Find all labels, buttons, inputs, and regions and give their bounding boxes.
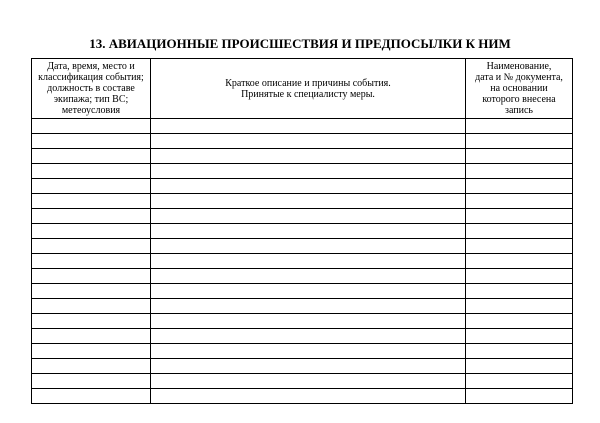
table-cell[interactable] — [32, 179, 151, 194]
table-cell[interactable] — [466, 329, 573, 344]
table-cell[interactable] — [32, 299, 151, 314]
table-cell[interactable] — [32, 149, 151, 164]
table-cell[interactable] — [466, 314, 573, 329]
table-cell[interactable] — [151, 224, 466, 239]
table-cell[interactable] — [32, 134, 151, 149]
table-cell[interactable] — [32, 239, 151, 254]
column-header-date-place: Дата, время, место и классификация события; должность в составе экипажа; тип ВС; метеоусловия — [32, 59, 151, 119]
table-cell[interactable] — [466, 149, 573, 164]
table-row — [32, 164, 573, 179]
table-cell[interactable] — [151, 314, 466, 329]
table-cell[interactable] — [466, 389, 573, 404]
table-row — [32, 179, 573, 194]
table-cell[interactable] — [466, 239, 573, 254]
table-cell[interactable] — [151, 119, 466, 134]
table-cell[interactable] — [466, 209, 573, 224]
table-cell[interactable] — [32, 344, 151, 359]
table-cell[interactable] — [151, 149, 466, 164]
table-cell[interactable] — [32, 359, 151, 374]
table-cell[interactable] — [151, 329, 466, 344]
events-log-table — [31, 58, 573, 404]
table-row — [32, 224, 573, 239]
table-cell[interactable] — [32, 284, 151, 299]
table-cell[interactable] — [151, 269, 466, 284]
table-cell[interactable] — [466, 194, 573, 209]
table-row — [32, 119, 573, 134]
table-cell[interactable] — [32, 269, 151, 284]
table-cell[interactable] — [466, 179, 573, 194]
table-cell[interactable] — [32, 119, 151, 134]
table-cell[interactable] — [32, 329, 151, 344]
table-header-row — [32, 59, 573, 119]
table-row — [32, 314, 573, 329]
table-cell[interactable] — [32, 194, 151, 209]
table-cell[interactable] — [32, 209, 151, 224]
table-row — [32, 194, 573, 209]
table-row — [32, 209, 573, 224]
table-row — [32, 149, 573, 164]
table-row — [32, 344, 573, 359]
table-row — [32, 359, 573, 374]
table-cell[interactable] — [151, 359, 466, 374]
page-title: 13. АВИАЦИОННЫЕ ПРОИСШЕСТВИЯ И ПРЕДПОСЫЛКИ К НИМ — [89, 36, 511, 51]
table-cell[interactable] — [151, 389, 466, 404]
table-cell[interactable] — [32, 314, 151, 329]
table-row — [32, 329, 573, 344]
table-cell[interactable] — [466, 164, 573, 179]
table-cell[interactable] — [151, 254, 466, 269]
table-row — [32, 239, 573, 254]
table-cell[interactable] — [466, 284, 573, 299]
table-cell[interactable] — [151, 374, 466, 389]
table-cell[interactable] — [151, 179, 466, 194]
table-cell[interactable] — [151, 239, 466, 254]
table-row — [32, 269, 573, 284]
table-cell[interactable] — [466, 344, 573, 359]
table-cell[interactable] — [151, 134, 466, 149]
table-cell[interactable] — [32, 224, 151, 239]
table-cell[interactable] — [466, 134, 573, 149]
table-row — [32, 134, 573, 149]
table-cell[interactable] — [151, 299, 466, 314]
table-cell[interactable] — [466, 374, 573, 389]
table-row — [32, 389, 573, 404]
column-header-document: Наименование, дата и № документа, на основании которого внесена запись — [466, 59, 573, 119]
column-header-description: Краткое описание и причины события. Принятые к специалисту меры. — [151, 59, 466, 119]
table-cell[interactable] — [151, 164, 466, 179]
table-cell[interactable] — [466, 224, 573, 239]
table-cell[interactable] — [466, 119, 573, 134]
table-row — [32, 284, 573, 299]
table-cell[interactable] — [466, 359, 573, 374]
table-cell[interactable] — [32, 164, 151, 179]
table-row — [32, 299, 573, 314]
table-cell[interactable] — [466, 269, 573, 284]
table-row — [32, 254, 573, 269]
table-cell[interactable] — [466, 299, 573, 314]
table-cell[interactable] — [32, 374, 151, 389]
table-cell[interactable] — [151, 209, 466, 224]
table-cell[interactable] — [32, 254, 151, 269]
table-cell[interactable] — [151, 284, 466, 299]
table-row — [32, 374, 573, 389]
table-cell[interactable] — [466, 254, 573, 269]
table-body — [32, 119, 573, 404]
table-cell[interactable] — [32, 389, 151, 404]
table-cell[interactable] — [151, 194, 466, 209]
table-cell[interactable] — [151, 344, 466, 359]
